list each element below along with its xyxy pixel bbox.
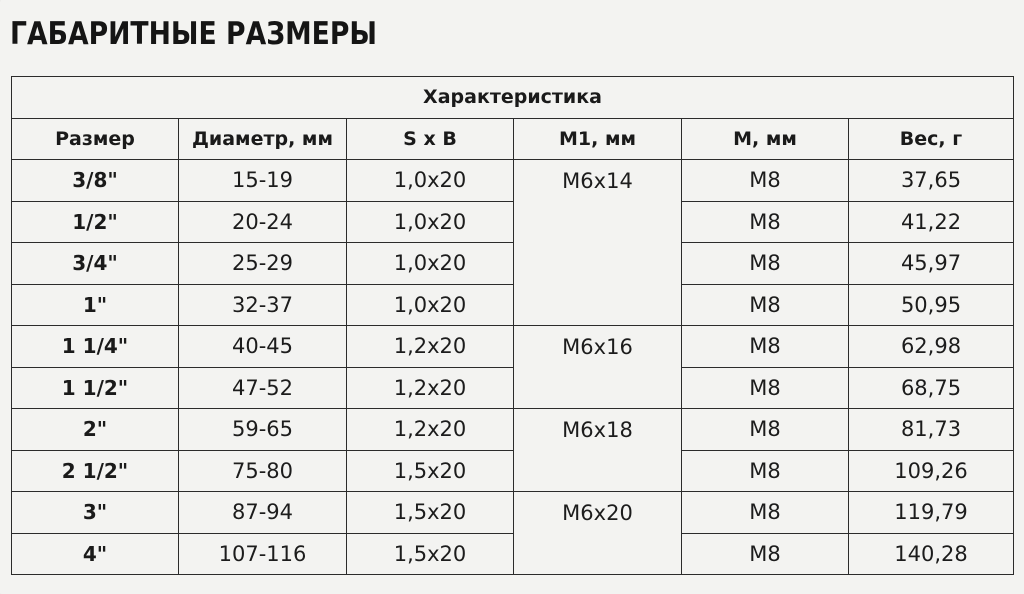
m-cell: M8 bbox=[682, 284, 849, 326]
column-header-sxb: S x B bbox=[347, 118, 514, 160]
m-cell: M8 bbox=[682, 409, 849, 451]
sxb-cell: 1,2x20 bbox=[347, 326, 514, 368]
size-cell: 3/8" bbox=[12, 160, 179, 202]
m1-cell: M6x16 bbox=[514, 326, 682, 409]
size-cell: 2" bbox=[12, 409, 179, 451]
diameter-cell: 75-80 bbox=[179, 450, 347, 492]
weight-cell: 41,22 bbox=[849, 201, 1014, 243]
m-cell: M8 bbox=[682, 160, 849, 202]
table-row bbox=[12, 533, 1014, 575]
weight-cell: 62,98 bbox=[849, 326, 1014, 368]
sxb-cell: 1,0x20 bbox=[347, 284, 514, 326]
weight-cell: 140,28 bbox=[849, 533, 1014, 575]
weight-cell: 45,97 bbox=[849, 243, 1014, 285]
table-row bbox=[12, 450, 1014, 492]
column-header-m: M, мм bbox=[682, 118, 849, 160]
weight-cell: 119,79 bbox=[849, 492, 1014, 534]
weight-cell: 50,95 bbox=[849, 284, 1014, 326]
sxb-cell: 1,5x20 bbox=[347, 492, 514, 534]
dimensions-table bbox=[11, 76, 1014, 575]
page-title: ГАБАРИТНЫЕ РАЗМЕРЫ bbox=[10, 16, 378, 52]
size-cell: 1/2" bbox=[12, 201, 179, 243]
diameter-cell: 107-116 bbox=[179, 533, 347, 575]
sxb-cell: 1,5x20 bbox=[347, 533, 514, 575]
size-cell: 3/4" bbox=[12, 243, 179, 285]
table-row bbox=[12, 284, 1014, 326]
table-row bbox=[12, 243, 1014, 285]
sxb-cell: 1,0x20 bbox=[347, 160, 514, 202]
diameter-cell: 25-29 bbox=[179, 243, 347, 285]
sxb-cell: 1,2x20 bbox=[347, 367, 514, 409]
table-row bbox=[12, 409, 1014, 451]
table-row bbox=[12, 201, 1014, 243]
column-header-m1: M1, мм bbox=[514, 118, 682, 160]
column-header-row bbox=[12, 118, 1014, 160]
group-header: Характеристика bbox=[12, 77, 1014, 119]
table-row bbox=[12, 492, 1014, 534]
diameter-cell: 40-45 bbox=[179, 326, 347, 368]
size-cell: 1 1/2" bbox=[12, 367, 179, 409]
m-cell: M8 bbox=[682, 201, 849, 243]
sxb-cell: 1,5x20 bbox=[347, 450, 514, 492]
weight-cell: 81,73 bbox=[849, 409, 1014, 451]
m-cell: M8 bbox=[682, 367, 849, 409]
m-cell: M8 bbox=[682, 243, 849, 285]
column-header-size: Размер bbox=[12, 118, 179, 160]
diameter-cell: 47-52 bbox=[179, 367, 347, 409]
m-cell: M8 bbox=[682, 326, 849, 368]
sxb-cell: 1,2x20 bbox=[347, 409, 514, 451]
sxb-cell: 1,0x20 bbox=[347, 243, 514, 285]
diameter-cell: 15-19 bbox=[179, 160, 347, 202]
table-row bbox=[12, 160, 1014, 202]
diameter-cell: 20-24 bbox=[179, 201, 347, 243]
size-cell: 1" bbox=[12, 284, 179, 326]
diameter-cell: 59-65 bbox=[179, 409, 347, 451]
m1-cell: M6x14 bbox=[514, 160, 682, 326]
m1-cell: M6x18 bbox=[514, 409, 682, 492]
sxb-cell: 1,0x20 bbox=[347, 201, 514, 243]
weight-cell: 37,65 bbox=[849, 160, 1014, 202]
size-cell: 3" bbox=[12, 492, 179, 534]
table-row bbox=[12, 326, 1014, 368]
size-cell: 1 1/4" bbox=[12, 326, 179, 368]
m-cell: M8 bbox=[682, 450, 849, 492]
size-cell: 2 1/2" bbox=[12, 450, 179, 492]
m1-cell: M6x20 bbox=[514, 492, 682, 575]
m-cell: M8 bbox=[682, 492, 849, 534]
table-row bbox=[12, 367, 1014, 409]
weight-cell: 68,75 bbox=[849, 367, 1014, 409]
size-cell: 4" bbox=[12, 533, 179, 575]
m-cell: M8 bbox=[682, 533, 849, 575]
column-header-weight: Вес, г bbox=[849, 118, 1014, 160]
weight-cell: 109,26 bbox=[849, 450, 1014, 492]
diameter-cell: 87-94 bbox=[179, 492, 347, 534]
column-header-diameter: Диаметр, мм bbox=[179, 118, 347, 160]
diameter-cell: 32-37 bbox=[179, 284, 347, 326]
group-header-row bbox=[12, 77, 1014, 119]
